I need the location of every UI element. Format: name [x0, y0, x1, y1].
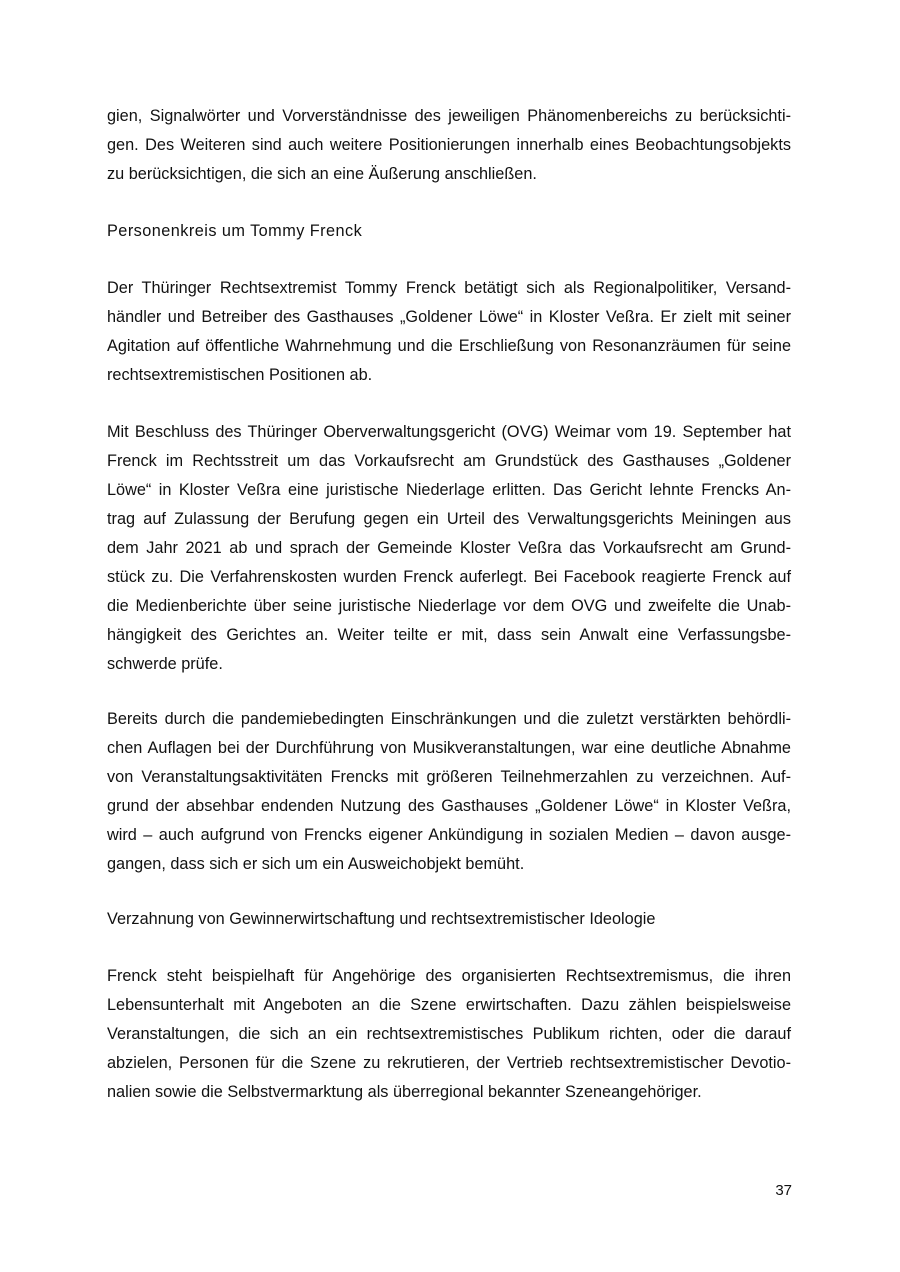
- text-line: Löwe“ in Kloster Veßra eine juristische Niederlage erlitten. Das Gericht lehnte Frencks An-: [107, 481, 791, 499]
- text-line: Der Thüringer Rechtsextremist Tommy Frenck betätigt sich als Regionalpolitiker, Versand-: [107, 279, 791, 297]
- text-line: die Medienberichte über seine juristische Niederlage vor dem OVG und zweifelte die Unab-: [107, 597, 791, 615]
- text-line: chen Auflagen bei der Durchführung von Musikveranstaltungen, war eine deutliche Abnahme: [107, 739, 791, 757]
- section-heading-tommy-frenck: Personenkreis um Tommy Frenck: [107, 222, 363, 240]
- text-line: Lebensunterhalt mit Angeboten an die Szene erwirtschaften. Dazu zählen beispielsweise: [107, 996, 791, 1014]
- text-line: Mit Beschluss des Thüringer Oberverwaltungsgericht (OVG) Weimar vom 19. September hat: [107, 423, 791, 441]
- text-line: rechtsextremistischen Positionen ab.: [107, 366, 373, 384]
- text-line: Frenck im Rechtsstreit um das Vorkaufsrecht am Grundstück des Gasthauses „Goldener: [107, 452, 791, 470]
- page-number: 37: [775, 1182, 792, 1199]
- text-line: gien, Signalwörter und Vorverständnisse des jeweiligen Phänomenbereichs zu berücksichti-: [107, 107, 791, 125]
- text-line: Agitation auf öffentliche Wahrnehmung und die Erschließung von Resonanzräumen für seine: [107, 337, 791, 355]
- text-line: von Veranstaltungsaktivitäten Frencks mit größeren Teilnehmerzahlen zu verzeichnen. Auf-: [107, 768, 791, 786]
- paragraph-livelihood: [107, 962, 791, 1107]
- text-line: gangen, dass sich er sich um ein Ausweichobjekt bemüht.: [107, 855, 525, 873]
- text-line: zu berücksichtigen, die sich an eine Äußerung anschließen.: [107, 165, 537, 183]
- paragraph-intro: [107, 102, 791, 189]
- text-line: gen. Des Weiteren sind auch weitere Positionierungen innerhalb eines Beobachtungsobjekts: [107, 136, 791, 154]
- text-line: grund der absehbar endenden Nutzung des Gasthauses „Goldener Löwe“ in Kloster Veßra,: [107, 797, 791, 815]
- text-line: abzielen, Personen für die Szene zu rekrutieren, der Vertrieb rechtsextremistischer Devotio-: [107, 1054, 791, 1072]
- text-line: Bereits durch die pandemiebedingten Einschränkungen und die zuletzt verstärkten behördli-: [107, 710, 791, 728]
- text-line: Veranstaltungen, die sich an ein rechtsextremistisches Publikum richten, oder die darauf: [107, 1025, 791, 1043]
- text-line: trag auf Zulassung der Berufung gegen ein Urteil des Verwaltungsgerichts Meiningen aus: [107, 510, 791, 528]
- paragraph-ovg-decision: [107, 418, 791, 679]
- text-line: hängigkeit des Gerichtes an. Weiter teilte er mit, dass sein Anwalt eine Verfassungsbe-: [107, 626, 791, 644]
- text-line: stück zu. Die Verfahrenskosten wurden Frenck auferlegt. Bei Facebook reagierte Frenck auf: [107, 568, 791, 586]
- text-line: wird – auch aufgrund von Frencks eigener Ankündigung in sozialen Medien – davon ausge-: [107, 826, 791, 844]
- paragraph-event-decline: [107, 705, 791, 879]
- text-line: Frenck steht beispielhaft für Angehörige des organisierten Rechtsextremismus, die ihren: [107, 967, 791, 985]
- paragraph-frenck-overview: [107, 274, 791, 390]
- section-heading-gewinnerwirtschaftung: Verzahnung von Gewinnerwirtschaftung und rechtsextremistischer Ideologie: [107, 910, 656, 928]
- text-line: händler und Betreiber des Gasthauses „Goldener Löwe“ in Kloster Veßra. Er zielt mit seiner: [107, 308, 791, 326]
- text-line: nalien sowie die Selbstvermarktung als überregional bekannter Szeneangehöriger.: [107, 1083, 702, 1101]
- text-line: dem Jahr 2021 ab und sprach der Gemeinde Kloster Veßra das Vorkaufsrecht am Grund-: [107, 539, 791, 557]
- text-line: schwerde prüfe.: [107, 655, 223, 673]
